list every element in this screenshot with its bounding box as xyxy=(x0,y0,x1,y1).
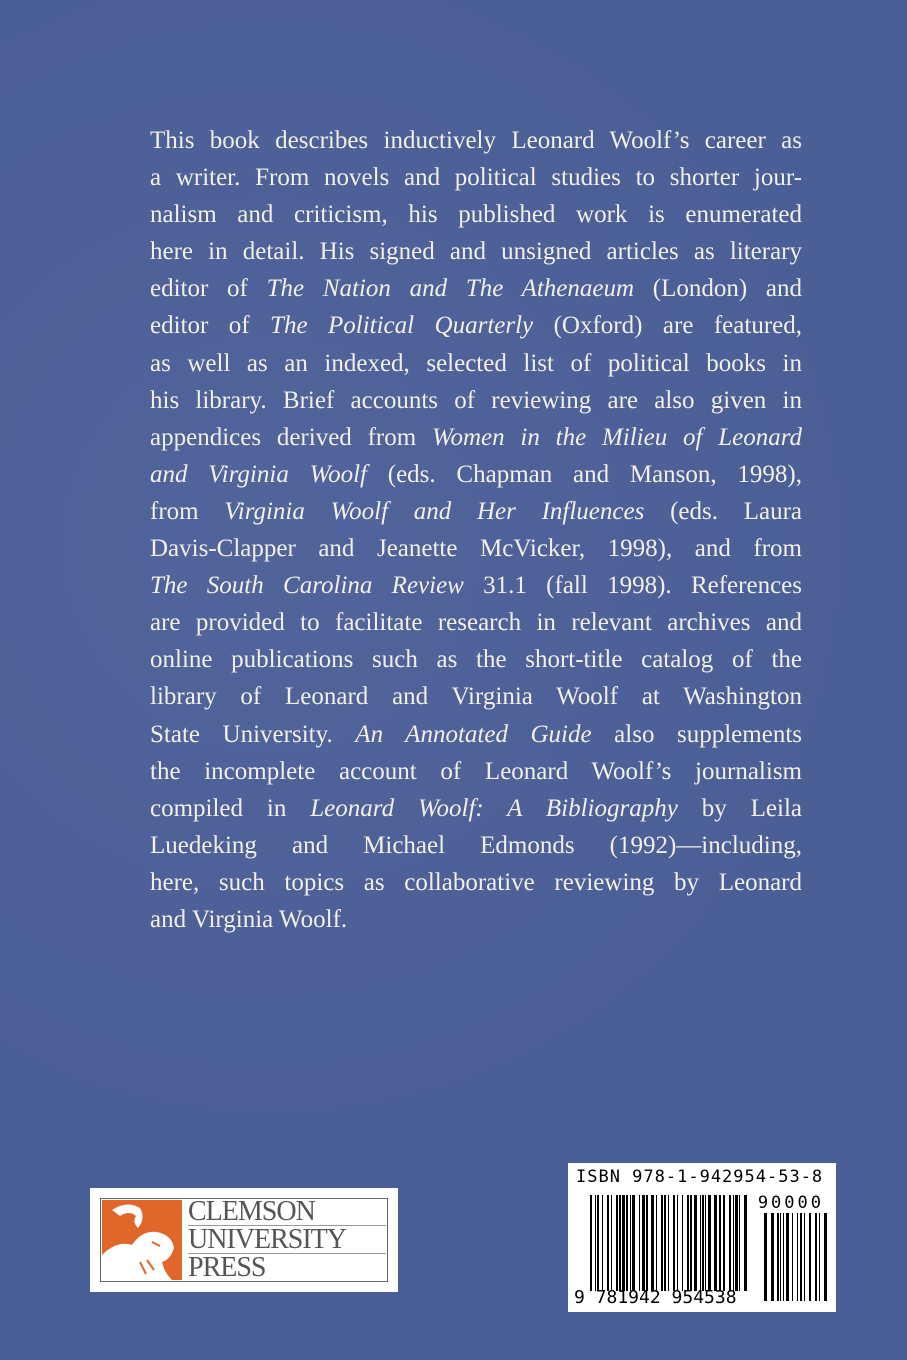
barcode-bar xyxy=(815,1213,817,1301)
italic-title: The Political Quarterly xyxy=(270,312,534,340)
barcode-bar xyxy=(611,1195,612,1291)
italic-title: An Annotated Guide xyxy=(355,720,592,748)
blurb-line xyxy=(150,753,802,790)
publisher-line1: CLEMSON xyxy=(188,1198,386,1226)
blurb-text: 31.1 (fall 1998). References xyxy=(463,572,803,600)
barcode-bar xyxy=(602,1195,603,1291)
isbn-barcode xyxy=(568,1163,836,1312)
barcode-bar xyxy=(607,1195,609,1291)
blurb-line xyxy=(150,604,802,641)
publisher-line2: UNIVERSITY xyxy=(188,1226,386,1254)
blurb-text: online publications such as the short-title catalog of the xyxy=(150,646,802,674)
blurb-text: by Leila xyxy=(677,794,802,822)
tiger-icon xyxy=(102,1200,182,1280)
barcode-bar xyxy=(677,1195,678,1291)
blurb-text: are provided to facilitate research in relevant archives and xyxy=(150,609,802,637)
italic-title: The Nation and The Athenaeum xyxy=(266,275,635,303)
barcode-bar xyxy=(694,1195,697,1291)
barcode-bar xyxy=(729,1195,731,1291)
blurb-text: compiled in xyxy=(150,794,311,822)
barcode-bar xyxy=(661,1195,663,1291)
barcode-bar xyxy=(626,1195,628,1291)
barcode-bar xyxy=(723,1195,725,1291)
barcode-bar xyxy=(616,1195,618,1291)
barcode-bar xyxy=(619,1195,621,1291)
blurb-text: (eds. Chapman and Manson, 1998), xyxy=(367,460,802,488)
barcode-bar xyxy=(809,1213,811,1301)
blurb-text: his library. Brief accounts of reviewing are also given in xyxy=(150,386,802,414)
publisher-line3: PRESS xyxy=(188,1252,266,1283)
barcode-bar xyxy=(783,1213,784,1301)
barcode-bar xyxy=(708,1195,711,1291)
barcode-bar xyxy=(639,1195,640,1291)
barcode-bar xyxy=(642,1195,645,1291)
barcode-bar xyxy=(682,1195,683,1291)
blurb-text: appendices derived from xyxy=(150,423,432,451)
blurb-text: Luedeking and Michael Edmonds (1992)—including, xyxy=(150,831,802,859)
publisher-name xyxy=(188,1198,386,1281)
blurb-line xyxy=(150,159,802,196)
blurb-line xyxy=(150,530,802,567)
blurb-line xyxy=(150,493,802,530)
blurb-text: (London) and xyxy=(634,275,802,303)
barcode-bar xyxy=(673,1195,675,1291)
blurb-line xyxy=(150,233,802,270)
blurb-text: editor of xyxy=(150,275,267,303)
blurb-line xyxy=(150,641,802,678)
barcode-bar xyxy=(771,1213,774,1301)
barcode-bar xyxy=(595,1195,596,1291)
barcode-bar xyxy=(622,1195,625,1291)
barcode-bar xyxy=(824,1213,827,1301)
barcode-bar xyxy=(597,1195,599,1291)
blurb-text: also supplements xyxy=(591,720,802,748)
barcode-bar xyxy=(668,1195,669,1291)
blurb-text: the incomplete account of Leonard Woolf’s journalism xyxy=(150,757,802,785)
barcode-bar xyxy=(656,1195,657,1291)
italic-title: Virginia Woolf and Her Influences xyxy=(224,497,645,525)
blurb-line xyxy=(150,270,802,307)
barcode-bar xyxy=(819,1213,820,1301)
blurb-text: here, such topics as collaborative reviewing by Leonard xyxy=(150,868,802,896)
blurb-line xyxy=(150,864,802,901)
barcode-bar xyxy=(735,1195,738,1291)
blurb-text: Davis-Clapper and Jeanette McVicker, 1998), and from xyxy=(150,535,802,563)
blurb-line xyxy=(150,382,802,419)
barcode-bar xyxy=(714,1195,717,1291)
blurb-text: (eds. Laura xyxy=(644,497,802,525)
barcode-bar xyxy=(797,1213,798,1301)
barcode-bar xyxy=(700,1195,701,1291)
blurb-line xyxy=(150,901,802,938)
back-cover-blurb xyxy=(150,122,802,938)
blurb-text: library of Leonard and Virginia Woolf at Washington xyxy=(150,683,802,711)
barcode-bar xyxy=(590,1195,592,1291)
blurb-line xyxy=(150,307,802,344)
barcode-bar xyxy=(777,1213,779,1301)
barcode-bar xyxy=(705,1195,706,1291)
barcode-bar xyxy=(804,1213,805,1301)
barcode-bar xyxy=(719,1195,721,1291)
barcode-bar xyxy=(792,1213,793,1301)
blurb-line xyxy=(150,567,802,604)
barcode-bar xyxy=(690,1195,692,1291)
blurb-line xyxy=(150,827,802,864)
blurb-line xyxy=(150,122,802,159)
barcode-bar xyxy=(630,1195,631,1291)
blurb-text: (Oxford) are featured, xyxy=(533,312,802,340)
barcode-bar xyxy=(780,1213,781,1301)
blurb-text: State University. xyxy=(150,720,356,748)
blurb-text: and Virginia Woolf. xyxy=(150,905,348,933)
barcode-bar xyxy=(786,1213,789,1301)
blurb-line xyxy=(150,456,802,493)
blurb-text: as well as an indexed, selected list of political books in xyxy=(150,349,802,377)
blurb-text: from xyxy=(150,497,225,525)
blurb-text: This book describes inductively Leonard Woolf’s career as xyxy=(150,127,802,154)
barcode-bar xyxy=(646,1195,648,1291)
ean-digits: 9 781942 954538 xyxy=(574,1287,737,1308)
blurb-text: editor of xyxy=(150,312,271,340)
barcode-bar xyxy=(739,1195,740,1291)
blurb-line xyxy=(150,196,802,233)
blurb-line xyxy=(150,790,802,827)
barcode-bar xyxy=(651,1195,654,1291)
isbn-text: ISBN 978-1-942954-53-8 xyxy=(576,1167,824,1187)
barcode-bar xyxy=(744,1195,747,1291)
blurb-line xyxy=(150,345,802,382)
italic-title: and Virginia Woolf xyxy=(150,460,367,488)
barcode-bar xyxy=(632,1195,635,1291)
barcode-bar xyxy=(800,1213,802,1301)
blurb-line xyxy=(150,419,802,456)
blurb-line xyxy=(150,678,802,715)
barcode-bar xyxy=(733,1195,734,1291)
italic-title: Women in the Milieu of Leonard xyxy=(431,423,802,451)
blurb-line xyxy=(150,716,802,753)
blurb-text: a writer. From novels and political studies to shorter jour- xyxy=(150,164,802,192)
barcode-bar xyxy=(664,1195,666,1291)
italic-title: Leonard Woolf: A Bibliography xyxy=(310,794,678,822)
price-addon-text: 90000 xyxy=(757,1193,824,1213)
blurb-text: nalism and criticism, his published work is enumerated xyxy=(150,201,802,229)
blurb-text: here in detail. His signed and unsigned articles as literary xyxy=(150,238,802,266)
barcode-bar xyxy=(764,1213,767,1301)
publisher-logo xyxy=(90,1188,398,1292)
barcode-bar xyxy=(687,1195,689,1291)
italic-title: The South Carolina Review xyxy=(150,572,464,600)
barcode-bar xyxy=(702,1195,704,1291)
